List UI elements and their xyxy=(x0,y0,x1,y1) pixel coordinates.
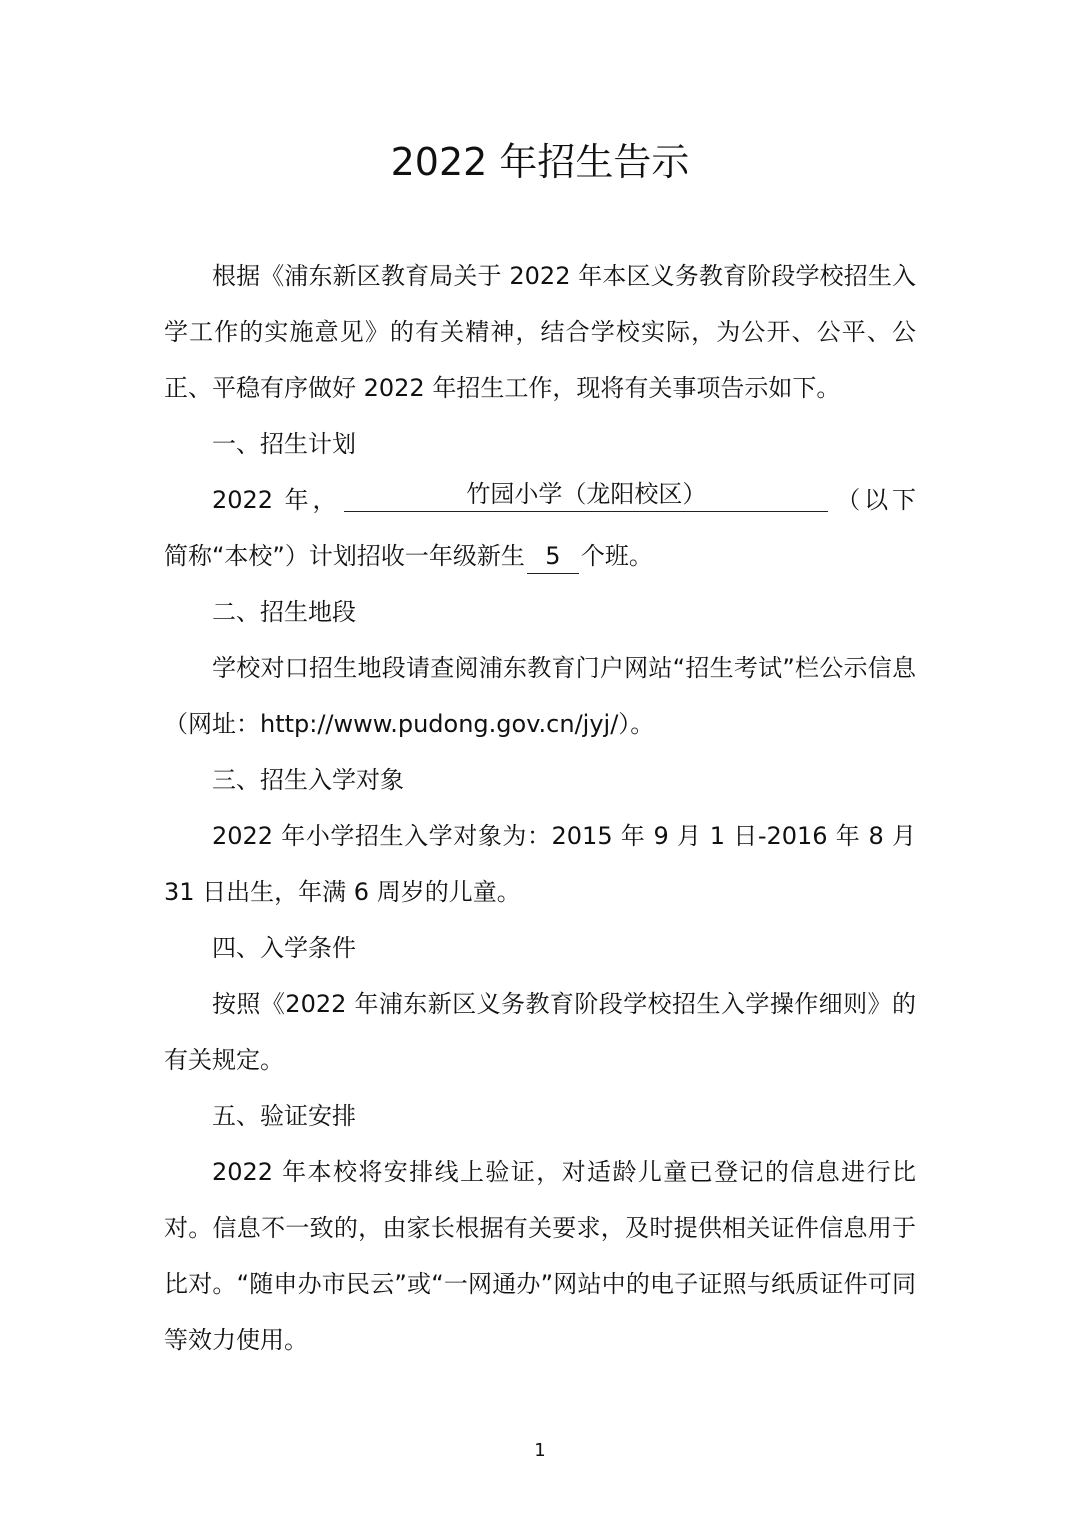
plan-tail: 个班。 xyxy=(580,542,653,570)
section-heading-eligibility: 三、招生入学对象 xyxy=(212,766,404,794)
section-heading-verification: 五、验证安排 xyxy=(212,1102,356,1130)
eligibility-paragraph: 2022 年小学招生入学对象为：2015 年 9 月 1 日-2016 年 8 月 31 日出生，年满 6 周岁的儿童。 xyxy=(164,822,916,906)
school-name-field: 竹园小学（龙阳校区） xyxy=(344,477,828,512)
zone-paragraph: 学校对口招生地段请查阅浦东教育门户网站“招生考试”栏公示信息（网址：http://www.pudong.gov.cn/jyj/）。 xyxy=(164,654,916,738)
plan-paragraph xyxy=(164,472,916,584)
page-title: 2022 年招生告示 xyxy=(390,140,690,184)
verification-paragraph: 2022 年本校将安排线上验证，对适龄儿童已登记的信息进行比对。信息不一致的，由家长根据有关要求，及时提供相关证件信息用于比对。“随申办市民云”或“一网通办”网站中的电子证照与纸质证件可同等效力使用。 xyxy=(164,1158,916,1354)
conditions-paragraph: 按照《2022 年浦东新区义务教育阶段学校招生入学操作细则》的有关规定。 xyxy=(164,990,916,1074)
plan-lead: 2022 年， xyxy=(212,486,341,514)
section-heading-plan: 一、招生计划 xyxy=(212,430,356,458)
section-heading-conditions: 四、入学条件 xyxy=(212,934,356,962)
plan-middle: （以下简称“本校”）计划招收一年级新生 xyxy=(164,486,916,570)
document-body xyxy=(164,248,916,1368)
class-count-field: 5 xyxy=(527,539,579,574)
section-heading-zone: 二、招生地段 xyxy=(212,598,356,626)
intro-paragraph: 根据《浦东新区教育局关于 2022 年本区义务教育阶段学校招生入学工作的实施意见》的有关精神，结合学校实际，为公开、公平、公正、平稳有序做好 2022 年招生工作，现将有关事项告示如下。 xyxy=(164,262,916,402)
page-number: 1 xyxy=(534,1440,546,1461)
